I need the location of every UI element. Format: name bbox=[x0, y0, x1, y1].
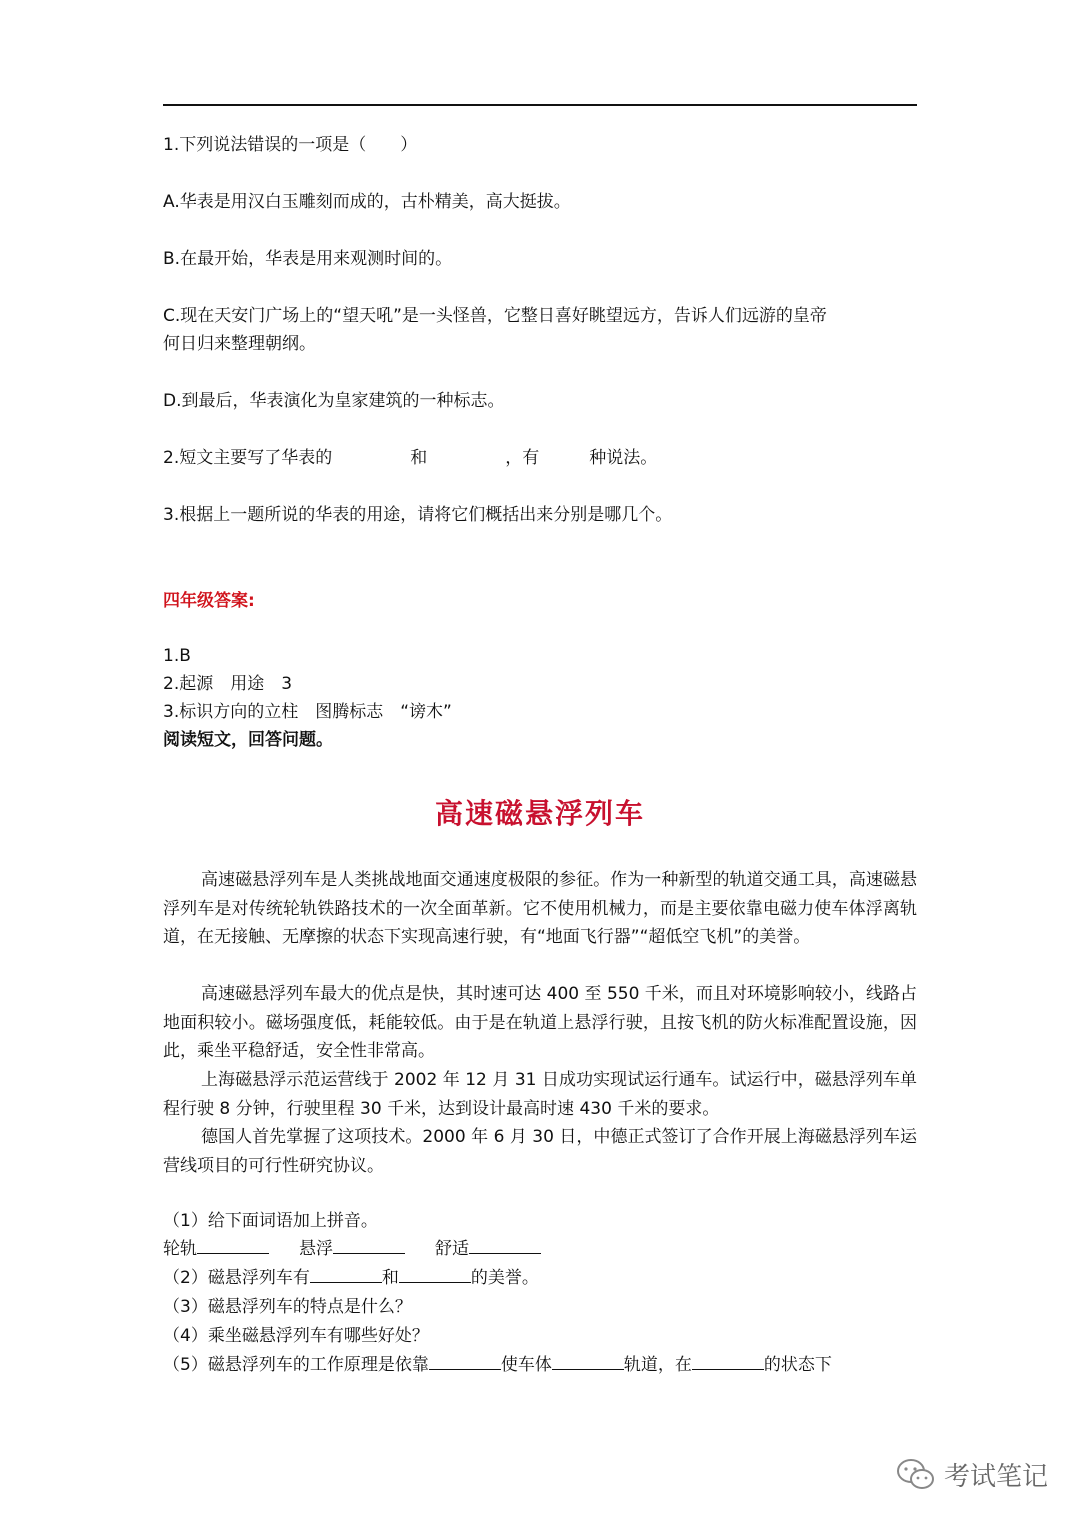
option-b: B.在最开始，华表是用来观测时间的。 bbox=[163, 249, 453, 269]
article-paragraph-4: 德国人首先掌握了这项技术。2000 年 6 月 30 日，中德正式签订了合作开展上海磁悬浮列车运营线项目的可行性研究协议。 bbox=[163, 1127, 917, 1176]
blank bbox=[333, 1239, 405, 1254]
word-3: 舒适 bbox=[435, 1239, 469, 1259]
answer-2: 2.起源 用途 3 bbox=[163, 674, 293, 694]
e2-text-2: 和 bbox=[381, 1268, 399, 1288]
exercise-3: （3）磁悬浮列车的特点是什么？ bbox=[163, 1297, 412, 1317]
blank bbox=[469, 1239, 541, 1254]
watermark-text: 考试笔记 bbox=[943, 1462, 1048, 1492]
q2-text-1: 2.短文主要写了华表的 bbox=[163, 448, 333, 468]
blank bbox=[552, 1355, 624, 1370]
e5-text-4: 的状态下 bbox=[763, 1355, 832, 1375]
watermark bbox=[896, 1456, 1048, 1493]
blank bbox=[310, 1268, 382, 1283]
e2-text-1: （2）磁悬浮列车有 bbox=[163, 1268, 310, 1288]
option-c-line2: 何日归来整理朝纲。 bbox=[163, 334, 316, 354]
blank bbox=[692, 1355, 764, 1370]
option-c-line1: C.现在天安门广场上的“望天吼”是一头怪兽，它整日喜好眺望远方，告诉人们远游的皇帝 bbox=[163, 306, 827, 326]
word-2: 悬浮 bbox=[299, 1239, 333, 1259]
question-3: 3.根据上一题所说的华表的用途，请将它们概括出来分别是哪几个。 bbox=[163, 505, 673, 525]
e5-text-3: 轨道，在 bbox=[623, 1355, 692, 1375]
exercise-4: （4）乘坐磁悬浮列车有哪些好处？ bbox=[163, 1326, 429, 1346]
answers-heading: 四年级答案: bbox=[163, 591, 255, 611]
article-title: 高速磁悬浮列车 bbox=[434, 797, 645, 830]
q2-text-3: ，有 bbox=[505, 448, 540, 468]
option-d: D.到最后，华表演化为皇家建筑的一种标志。 bbox=[163, 391, 505, 411]
answer-3: 3.标识方向的立柱 图腾标志 “谤木” bbox=[163, 702, 452, 722]
blank bbox=[429, 1355, 501, 1370]
q2-text-2: 和 bbox=[410, 448, 428, 468]
answer-1: 1.B bbox=[163, 646, 191, 666]
question-2 bbox=[163, 447, 657, 469]
article-paragraph-3: 上海磁悬浮示范运营线于 2002 年 12 月 31 日成功实现试运行通车。试运行中，磁悬浮列车单程行驶 8 分钟，行驶里程 30 千米，达到设计最高时速 430 千米的要求。 bbox=[163, 1070, 917, 1119]
e5-text-1: （5）磁悬浮列车的工作原理是依靠 bbox=[163, 1355, 429, 1375]
option-a: A.华表是用汉白玉雕刻而成的，古朴精美，高大挺拔。 bbox=[163, 192, 571, 212]
reading-instruction: 阅读短文，回答问题。 bbox=[163, 730, 333, 750]
blank bbox=[399, 1268, 471, 1283]
top-rule bbox=[163, 104, 917, 106]
wechat-icon bbox=[896, 1457, 936, 1493]
exercise-5 bbox=[163, 1354, 832, 1376]
blank bbox=[197, 1239, 269, 1254]
question-1: 1.下列说法错误的一项是（ ） bbox=[163, 135, 418, 155]
article-paragraph-2: 高速磁悬浮列车最大的优点是快，其时速可达 400 至 550 千米，而且对环境影响较小，线路占地面积较小。磁场强度低，耗能较低。由于是在轨道上悬浮行驶，且按飞机的防火标准配置设施，因此，乘坐平稳舒适，安全性非常高。 bbox=[163, 984, 917, 1061]
e2-text-3: 的美誉。 bbox=[470, 1268, 539, 1288]
word-1: 轮轨 bbox=[163, 1239, 197, 1259]
article-paragraph-1: 高速磁悬浮列车是人类挑战地面交通速度极限的参征。作为一种新型的轨道交通工具，高速磁悬浮列车是对传统轮轨铁路技术的一次全面革新。它不使用机械力，而是主要依靠电磁力使车体浮离轨道，在无接触、无摩擦的状态下实现高速行驶，有“地面飞行器”“超低空飞机”的美誉。 bbox=[163, 870, 917, 947]
exercise-2 bbox=[163, 1267, 539, 1289]
e5-text-2: 使车体 bbox=[500, 1355, 552, 1375]
exercise-1-words bbox=[163, 1238, 541, 1260]
q2-text-4: 种说法。 bbox=[589, 448, 658, 468]
exercise-1: （1）给下面词语加上拼音。 bbox=[163, 1211, 378, 1231]
